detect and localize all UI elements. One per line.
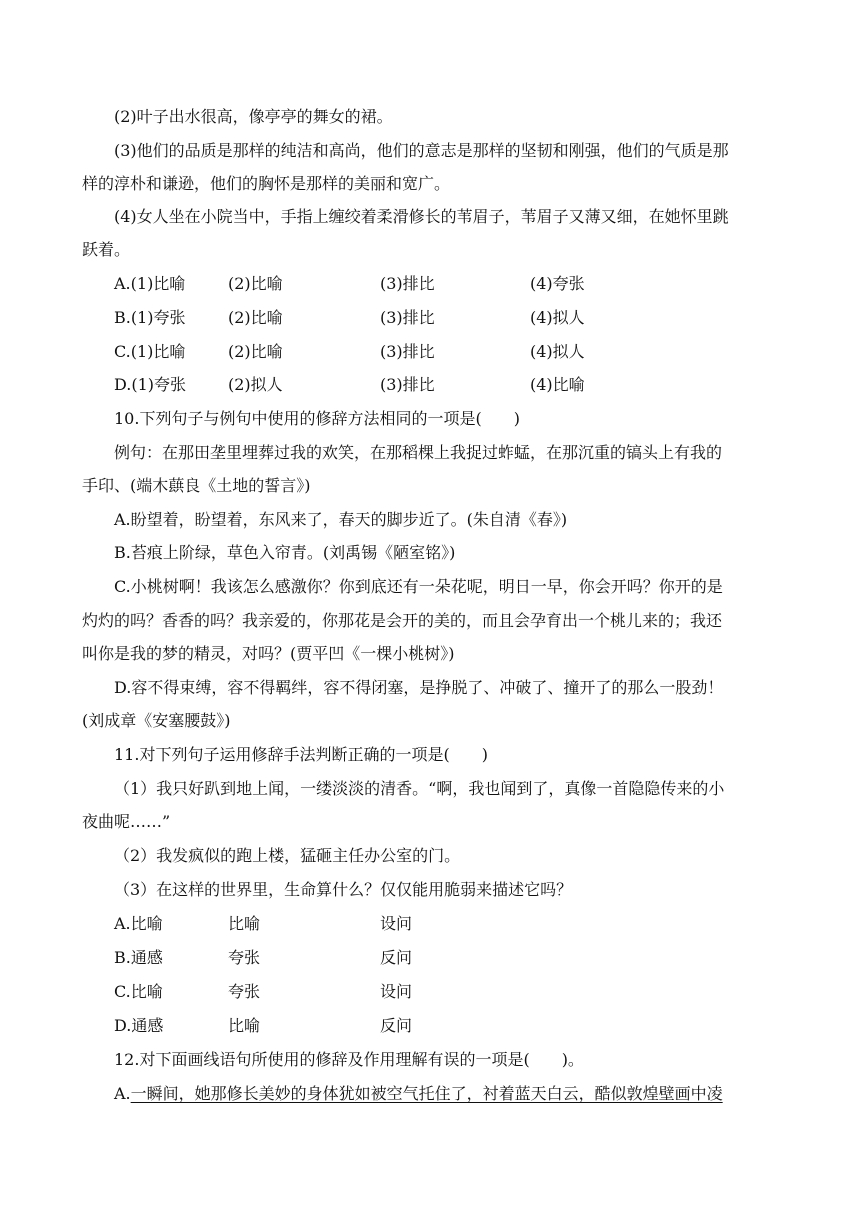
- q11-option-c-col3: 设问: [380, 982, 413, 1001]
- q11-option-b-col1: B.通感: [114, 948, 163, 967]
- q9-option-a-col2: (2)比喻: [228, 274, 283, 293]
- q9-option-b-col4: (4)拟人: [530, 308, 585, 327]
- q11-sentence-3: （3）在这样的世界里，生命算什么？仅仅能用脆弱来描述它吗？: [114, 880, 573, 899]
- q9-option-c-col2: (2)比喻: [228, 342, 283, 361]
- q11-sentence-1-line-2: 夜曲呢……”: [82, 812, 171, 831]
- q11-option-d-col1: D.通感: [114, 1016, 164, 1035]
- q9-sentence-4-line-2: 跃着。: [82, 240, 131, 259]
- q9-option-c-col1: C.(1)比喻: [114, 342, 186, 361]
- q10-option-d-line-2: (刘成章《安塞腰鼓》): [82, 711, 231, 730]
- q11-sentence-2: （2）我发疯似的跑上楼，猛砸主任办公室的门。: [114, 846, 461, 865]
- q12-option-a-prefix: A.: [114, 1084, 131, 1103]
- q10-example-line-1: 例句：在那田垄里埋葬过我的欢笑，在那稻棵上我捉过蚱蜢，在那沉重的镐头上有我的: [114, 443, 723, 462]
- q11-option-a-col3: 设问: [380, 914, 413, 933]
- q11-option-c-col2: 夸张: [228, 982, 261, 1001]
- q11-option-a-col2: 比喻: [228, 914, 261, 933]
- q11-option-d-col2: 比喻: [228, 1016, 261, 1035]
- q9-sentence-4-line-1: (4)女人坐在小院当中，手指上缠绞着柔滑修长的苇眉子，苇眉子又薄又细，在她怀里跳: [114, 207, 729, 226]
- q11-option-a-col1: A.比喻: [114, 914, 163, 933]
- q9-option-b-col2: (2)比喻: [228, 308, 283, 327]
- q11-option-d-col3: 反问: [380, 1016, 413, 1035]
- q9-sentence-3-line-2: 样的淳朴和谦逊，他们的胸怀是那样的美丽和宽广。: [82, 174, 451, 193]
- q9-option-d-col3: (3)排比: [380, 375, 435, 394]
- q9-option-d-col2: (2)拟人: [228, 375, 283, 394]
- q9-option-a-col1: A.(1)比喻: [114, 274, 186, 293]
- q10-stem: 10.下列句子与例句中使用的修辞方法相同的一项是( ): [114, 409, 520, 428]
- q9-option-c-col4: (4)拟人: [530, 342, 585, 361]
- q10-option-a[interactable]: A.盼望着，盼望着，东风来了，春天的脚步近了。(朱自清《春》): [114, 510, 568, 529]
- q9-option-d-col4: (4)比喻: [530, 375, 585, 394]
- q11-option-c-col1: C.比喻: [114, 982, 163, 1001]
- q9-option-b-col3: (3)排比: [380, 308, 435, 327]
- q11-option-b-col2: 夸张: [228, 948, 261, 967]
- q10-option-c-line-3: 叫你是我的梦的精灵，对吗？(贾平凹《一棵小桃树》): [82, 644, 455, 663]
- q9-option-b-col1: B.(1)夸张: [114, 308, 186, 327]
- q9-option-c-col3: (3)排比: [380, 342, 435, 361]
- q11-sentence-1-line-1: （1）我只好趴到地上闻，一缕淡淡的清香。“啊，我也闻到了，真像一首隐隐传来的小: [114, 779, 725, 798]
- q9-option-a-col3: (3)排比: [380, 274, 435, 293]
- q10-option-b[interactable]: B.苔痕上阶绿，草色入帘青。(刘禹锡《陋室铭》): [114, 543, 456, 562]
- q10-option-c-line-1[interactable]: C.小桃树啊！我该怎么感激你？你到底还有一朵花呢，明日一早，你会开吗？你开的是: [114, 577, 723, 596]
- q12-option-a-line-1[interactable]: [114, 1083, 723, 1105]
- q9-sentence-3-line-1: (3)他们的品质是那样的纯洁和高尚，他们的意志是那样的坚韧和刚强，他们的气质是那: [114, 141, 729, 160]
- q11-option-b-col3: 反问: [380, 948, 413, 967]
- q12-stem: 12.对下面画线语句所使用的修辞及作用理解有误的一项是( )。: [114, 1050, 584, 1069]
- q11-stem: 11.对下列句子运用修辞手法判断正确的一项是( ): [114, 745, 488, 764]
- q10-option-d-line-1[interactable]: D.容不得束缚，容不得羁绊，容不得闭塞，是挣脱了、冲破了、撞开了的那么一股劲！: [114, 678, 724, 697]
- q12-underlined-sentence: 一瞬间，她那修长美妙的身体犹如被空气托住了，衬着蓝天白云，酷似敦煌壁画中凌: [130, 1084, 723, 1103]
- q9-sentence-2: (2)叶子出水很高，像亭亭的舞女的裙。: [114, 107, 393, 126]
- q10-option-c-line-2: 灼灼的吗？香香的吗？我亲爱的，你那花是会开的美的，而且会孕育出一个桃儿来的；我还: [82, 611, 723, 630]
- q9-option-a-col4: (4)夸张: [530, 274, 585, 293]
- q9-option-d-col1: D.(1)夸张: [114, 375, 187, 394]
- q10-example-line-2: 手印、(端木蕻良《土地的誓言》): [82, 476, 311, 495]
